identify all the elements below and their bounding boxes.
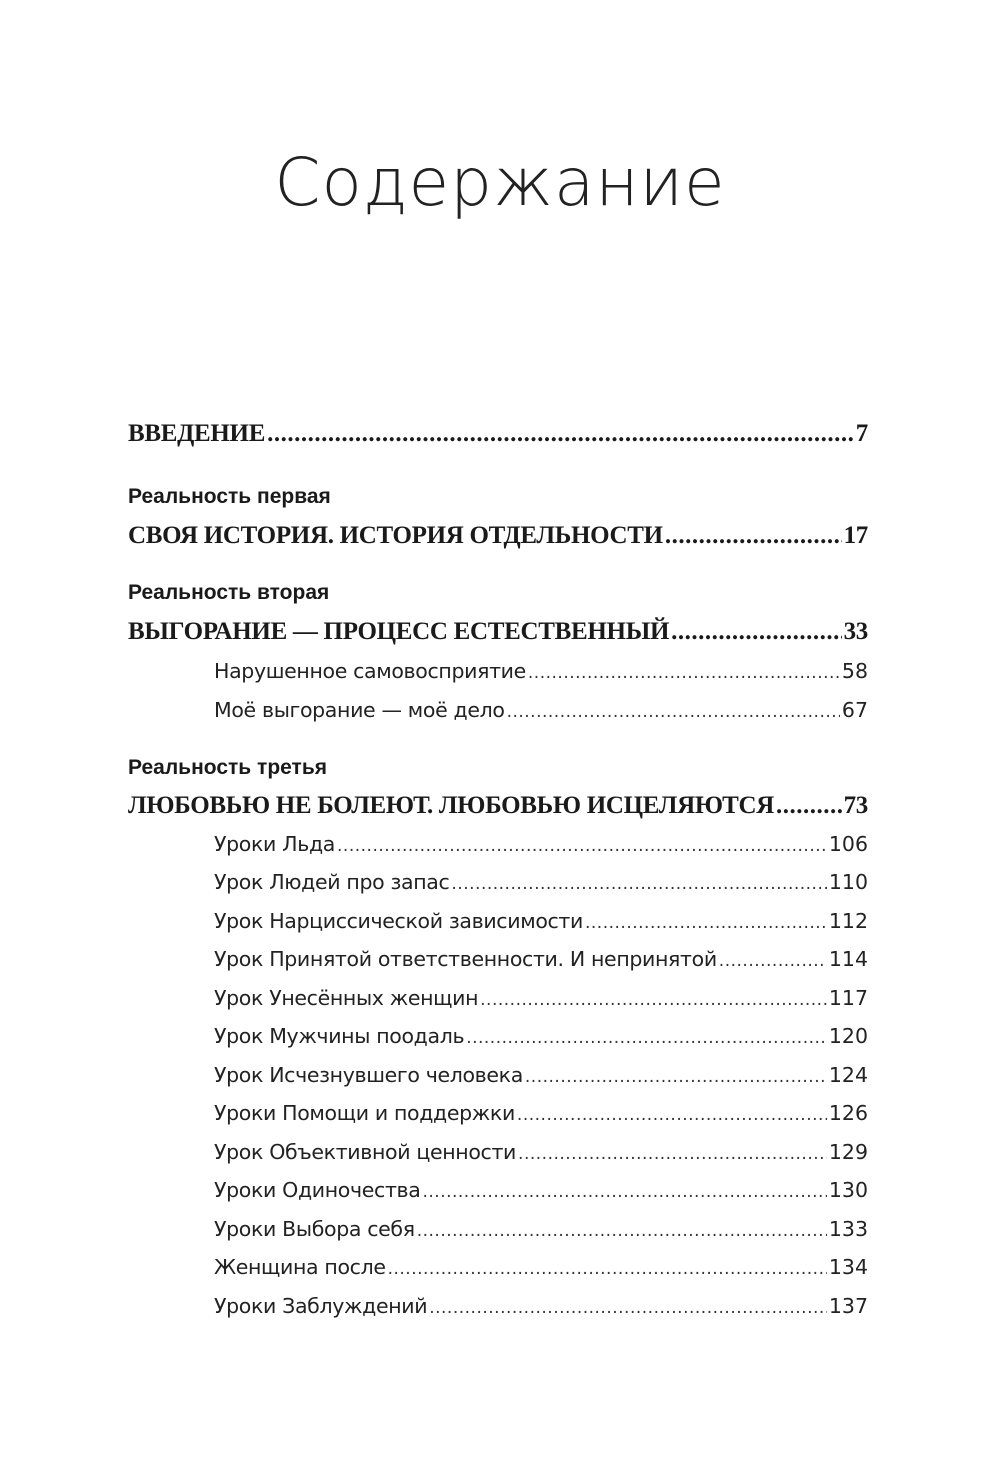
toc-entry-section[interactable] xyxy=(214,655,868,687)
page-number: 58 xyxy=(841,659,868,683)
dot-leader xyxy=(466,1022,827,1054)
page-number: 124 xyxy=(828,1063,868,1087)
entry-label: ЛЮБОВЬЮ НЕ БОЛЕЮТ. ЛЮБОВЬЮ ИСЦЕЛЯЮТСЯ xyxy=(128,792,774,819)
page-number: 73 xyxy=(843,792,868,819)
page-number: 67 xyxy=(841,698,868,722)
entry-label: Урок Принятой ответственности. И непринятой xyxy=(214,947,717,971)
dot-leader xyxy=(417,1215,827,1247)
page-number: 117 xyxy=(828,986,868,1010)
dot-leader xyxy=(517,1099,827,1131)
entry-label: Уроки Льда xyxy=(214,832,336,856)
toc-entry-section[interactable] xyxy=(214,1213,868,1245)
toc-entry-section[interactable] xyxy=(214,1020,868,1052)
page-number: 7 xyxy=(855,420,868,447)
page-number: 130 xyxy=(828,1178,868,1202)
entry-label: СВОЯ ИСТОРИЯ. ИСТОРИЯ ОТДЕЛЬНОСТИ xyxy=(128,522,663,549)
toc-entry-section[interactable] xyxy=(214,1097,868,1129)
entry-label: Моё выгорание — моё дело xyxy=(214,698,505,722)
toc-entry-chapter-1[interactable] xyxy=(128,519,868,553)
dot-leader xyxy=(776,789,842,823)
page-number: 120 xyxy=(828,1024,868,1048)
table-of-contents xyxy=(128,0,868,1469)
dot-leader xyxy=(665,519,842,553)
entry-label: ВВЕДЕНИЕ xyxy=(128,420,266,447)
entry-label: Урок Исчезнувшего человека xyxy=(214,1063,523,1087)
page-number: 114 xyxy=(828,947,868,971)
toc-entry-section[interactable] xyxy=(214,982,868,1014)
dot-leader xyxy=(267,417,854,451)
dot-leader xyxy=(671,615,842,649)
entry-label: Урок Людей про запас xyxy=(214,870,450,894)
entry-label: Урок Нарциссической зависимости xyxy=(214,909,583,933)
part-heading-3: Реальность третья xyxy=(128,756,327,779)
part-heading-2: Реальность вторая xyxy=(128,581,330,604)
entry-label: Уроки Одиночества xyxy=(214,1178,421,1202)
entry-label: Уроки Помощи и поддержки xyxy=(214,1101,515,1125)
part-heading-1: Реальность первая xyxy=(128,485,331,508)
toc-entry-section[interactable] xyxy=(214,943,868,975)
page-number: 112 xyxy=(828,909,868,933)
entry-label: Уроки Выбора себя xyxy=(214,1217,415,1241)
page-number: 110 xyxy=(828,870,868,894)
dot-leader xyxy=(507,696,840,728)
page-number: 126 xyxy=(828,1101,868,1125)
dot-leader xyxy=(388,1253,827,1285)
entry-label: Нарушенное самовосприятие xyxy=(214,659,526,683)
page-number: 133 xyxy=(828,1217,868,1241)
page-number: 137 xyxy=(828,1294,868,1318)
entry-label: Урок Унесённых женщин xyxy=(214,986,479,1010)
page-number: 33 xyxy=(843,618,868,645)
dot-leader xyxy=(528,657,840,689)
dot-leader xyxy=(422,1176,826,1208)
toc-entry-section[interactable] xyxy=(214,866,868,898)
entry-label: Женщина после xyxy=(214,1255,386,1279)
toc-entry-section[interactable] xyxy=(214,694,868,726)
entry-label: Урок Мужчины поодаль xyxy=(214,1024,465,1048)
entry-label: ВЫГОРАНИЕ — ПРОЦЕСС ЕСТЕСТВЕННЫЙ xyxy=(128,618,670,645)
dot-leader xyxy=(585,907,827,939)
entry-label: Уроки Заблуждений xyxy=(214,1294,428,1318)
page-number: 106 xyxy=(828,832,868,856)
dot-leader xyxy=(525,1061,827,1093)
toc-entry-section[interactable] xyxy=(214,1174,868,1206)
toc-entry-section[interactable] xyxy=(214,1290,868,1322)
dot-leader xyxy=(429,1292,827,1324)
entry-label: Урок Объективной ценности xyxy=(214,1140,517,1164)
dot-leader xyxy=(719,945,827,977)
toc-entry-section[interactable] xyxy=(214,1251,868,1283)
page-title: Содержание xyxy=(274,144,726,221)
page-number: 17 xyxy=(843,522,868,549)
page-number: 129 xyxy=(828,1140,868,1164)
toc-entry-section[interactable] xyxy=(214,828,868,860)
toc-entry-section[interactable] xyxy=(214,1059,868,1091)
toc-entry-section[interactable] xyxy=(214,905,868,937)
dot-leader xyxy=(518,1138,827,1170)
toc-entry-chapter-3[interactable] xyxy=(128,789,868,823)
dot-leader xyxy=(337,830,827,862)
page-number: 134 xyxy=(828,1255,868,1279)
toc-entry-section[interactable] xyxy=(214,1136,868,1168)
toc-entry-chapter-2[interactable] xyxy=(128,615,868,649)
toc-entry-introduction[interactable] xyxy=(128,417,868,451)
dot-leader xyxy=(480,984,827,1016)
dot-leader xyxy=(451,868,826,900)
